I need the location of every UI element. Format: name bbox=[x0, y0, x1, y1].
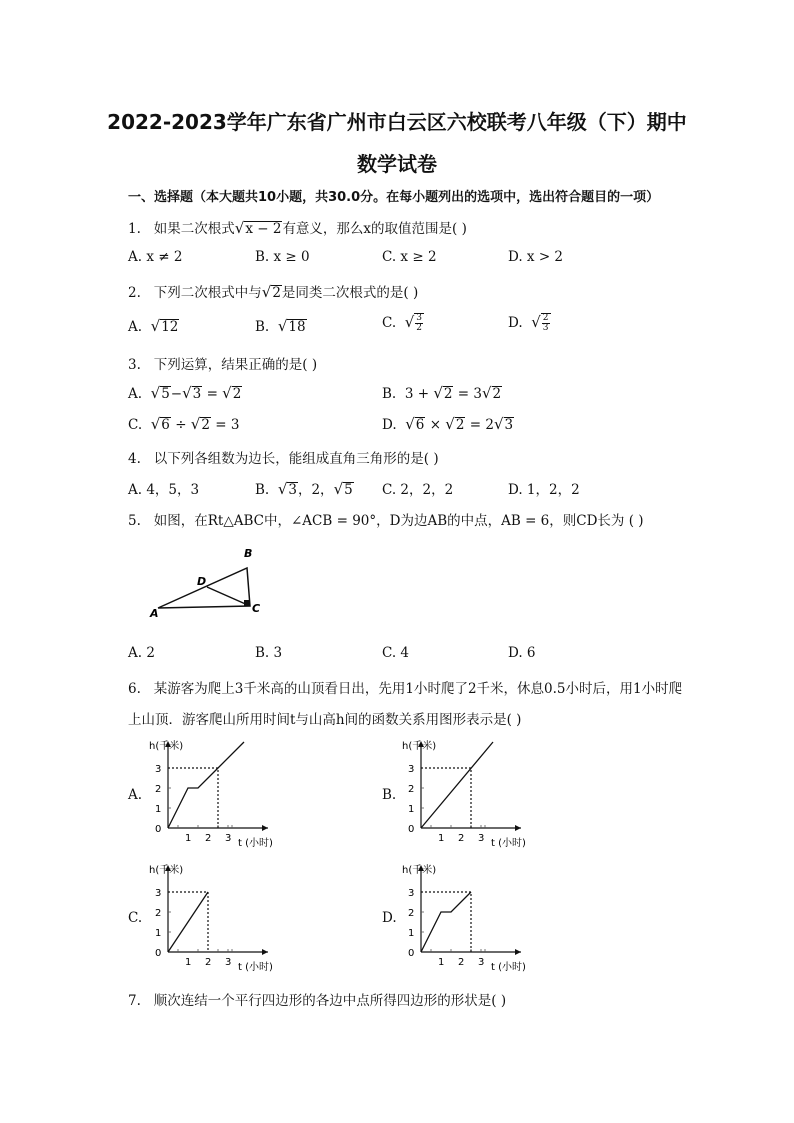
x-tick-label: 3 bbox=[225, 833, 232, 844]
graph-c bbox=[145, 857, 280, 975]
q5-option-a: A. 2 bbox=[128, 645, 155, 661]
x-axis-label: t (小时) bbox=[238, 838, 273, 849]
x-tick-label: 1 bbox=[438, 833, 445, 844]
y-axis-label: h(千米) bbox=[149, 741, 184, 752]
y-tick-label: 3 bbox=[155, 764, 162, 775]
q3-option-d: D. √6 × √2 = 2√3 bbox=[382, 415, 514, 433]
q1-option-d: D. x > 2 bbox=[508, 249, 564, 265]
y-axis-label: h(千米) bbox=[402, 865, 437, 876]
q4-option-a: A. 4，5，3 bbox=[128, 482, 200, 498]
q6-option-c-label: C. bbox=[128, 910, 143, 926]
label-d: D bbox=[197, 575, 207, 588]
triangle-abc bbox=[158, 568, 250, 608]
section-heading: 一、选择题（本大题共10小题，共30.0分。在每小题列出的选项中，选出符合题目的一项） bbox=[128, 190, 660, 205]
graph-d bbox=[398, 857, 533, 975]
x-axis-label: t (小时) bbox=[491, 962, 526, 973]
q1-option-c: C. x ≥ 2 bbox=[382, 249, 437, 265]
question-7: 7. 顺次连结一个平行四边形的各边中点所得四边形的形状是( ) bbox=[128, 993, 507, 1009]
guide-dotted bbox=[421, 892, 471, 952]
question-2: 2. 下列二次根式中与√2是同类二次根式的是( ) bbox=[128, 283, 419, 301]
y-tick-label: 1 bbox=[155, 804, 162, 815]
q4-option-d: D. 1，2，2 bbox=[508, 482, 580, 498]
question-4: 4. 以下列各组数为边长，能组成直角三角形的是( ) bbox=[128, 451, 439, 467]
y-axis-label: h(千米) bbox=[402, 741, 437, 752]
y-tick-label: 1 bbox=[408, 804, 415, 815]
q4-option-c: C. 2，2，2 bbox=[382, 482, 454, 498]
right-angle-marker bbox=[244, 600, 250, 606]
x-axis-label: t (小时) bbox=[238, 962, 273, 973]
x-axis-label: t (小时) bbox=[491, 838, 526, 849]
q3-option-a: A. √5−√3 = √2 bbox=[128, 384, 242, 402]
y-tick-label: 3 bbox=[155, 888, 162, 899]
x-tick-label: 2 bbox=[458, 833, 465, 844]
label-b: B bbox=[244, 547, 253, 560]
q6-option-a-label: A. bbox=[128, 787, 143, 803]
question-1: 1. 如果二次根式√x − 2有意义，那么x的取值范围是( ) bbox=[128, 219, 467, 237]
x-axis-arrow bbox=[262, 825, 268, 831]
q3-option-c: C. √6 ÷ √2 = 3 bbox=[128, 415, 240, 433]
y-tick-label: 2 bbox=[408, 784, 415, 795]
y-tick-label: 0 bbox=[408, 824, 415, 835]
page-subtitle: 数学试卷 bbox=[357, 152, 437, 176]
label-c: C bbox=[252, 602, 261, 615]
x-tick-label: 2 bbox=[205, 833, 212, 844]
y-tick-label: 1 bbox=[155, 928, 162, 939]
function-line bbox=[168, 742, 244, 828]
q5-option-c: C. 4 bbox=[382, 645, 410, 661]
label-a: A bbox=[150, 607, 159, 620]
q1-option-b: B. x ≥ 0 bbox=[255, 249, 310, 265]
x-axis-arrow bbox=[515, 825, 521, 831]
x-tick-label: 1 bbox=[185, 957, 192, 968]
q5-option-d: D. 6 bbox=[508, 645, 536, 661]
x-tick-label: 2 bbox=[205, 957, 212, 968]
function-line bbox=[421, 742, 493, 828]
y-tick-label: 2 bbox=[408, 908, 415, 919]
page-title: 2022-2023学年广东省广州市白云区六校联考八年级（下）期中 bbox=[107, 110, 687, 134]
triangle-figure bbox=[140, 540, 280, 620]
graph-b bbox=[398, 733, 533, 851]
q6-option-b-label: B. bbox=[382, 787, 397, 803]
q2-option-d: D. √ $\frac{2}{3}$ bbox=[508, 313, 549, 333]
x-axis-arrow bbox=[515, 949, 521, 955]
q1-option-a: A. x ≠ 2 bbox=[128, 249, 183, 265]
x-tick-label: 3 bbox=[478, 833, 485, 844]
x-tick-label: 2 bbox=[458, 957, 465, 968]
x-tick-label: 1 bbox=[185, 833, 192, 844]
question-5: 5. 如图，在Rt△ABC中，∠ACB = 90°，D为边AB的中点，AB = 6，则CD长为 ( ) bbox=[128, 513, 644, 529]
y-tick-label: 0 bbox=[408, 948, 415, 959]
function-line bbox=[168, 892, 208, 952]
y-tick-label: 3 bbox=[408, 888, 415, 899]
y-tick-label: 1 bbox=[408, 928, 415, 939]
y-tick-label: 0 bbox=[155, 824, 162, 835]
q2-option-b: B. √18 bbox=[255, 317, 306, 335]
y-tick-label: 0 bbox=[155, 948, 162, 959]
question-6-line-1: 6. 某游客为爬上3千米高的山顶看日出，先用1小时爬了2千米，休息0.5小时后，用1小时爬 bbox=[128, 681, 683, 697]
x-axis-arrow bbox=[262, 949, 268, 955]
q5-option-b: B. 3 bbox=[255, 645, 283, 661]
graph-a bbox=[145, 733, 280, 851]
x-tick-label: 3 bbox=[478, 957, 485, 968]
y-tick-label: 3 bbox=[408, 764, 415, 775]
y-axis-label: h(千米) bbox=[149, 865, 184, 876]
guide-dotted bbox=[168, 768, 218, 828]
q2-option-c: C. √ $\frac{3}{2}$ bbox=[382, 313, 423, 333]
y-tick-label: 2 bbox=[155, 908, 162, 919]
q4-option-b: B. √3，2，√5 bbox=[255, 480, 353, 498]
y-tick-label: 2 bbox=[155, 784, 162, 795]
question-3: 3. 下列运算，结果正确的是( ) bbox=[128, 357, 318, 373]
x-tick-label: 3 bbox=[225, 957, 232, 968]
x-tick-label: 1 bbox=[438, 957, 445, 968]
function-line bbox=[421, 892, 471, 952]
q2-option-a: A. √12 bbox=[128, 317, 179, 335]
q3-option-b: B. 3 + √2 = 3√2 bbox=[382, 384, 502, 402]
q6-option-d-label: D. bbox=[382, 910, 397, 926]
segment-cd bbox=[207, 587, 250, 606]
question-6-line-2: 上山顶．游客爬山所用时间t与山高h间的函数关系用图形表示是( ) bbox=[128, 712, 522, 728]
